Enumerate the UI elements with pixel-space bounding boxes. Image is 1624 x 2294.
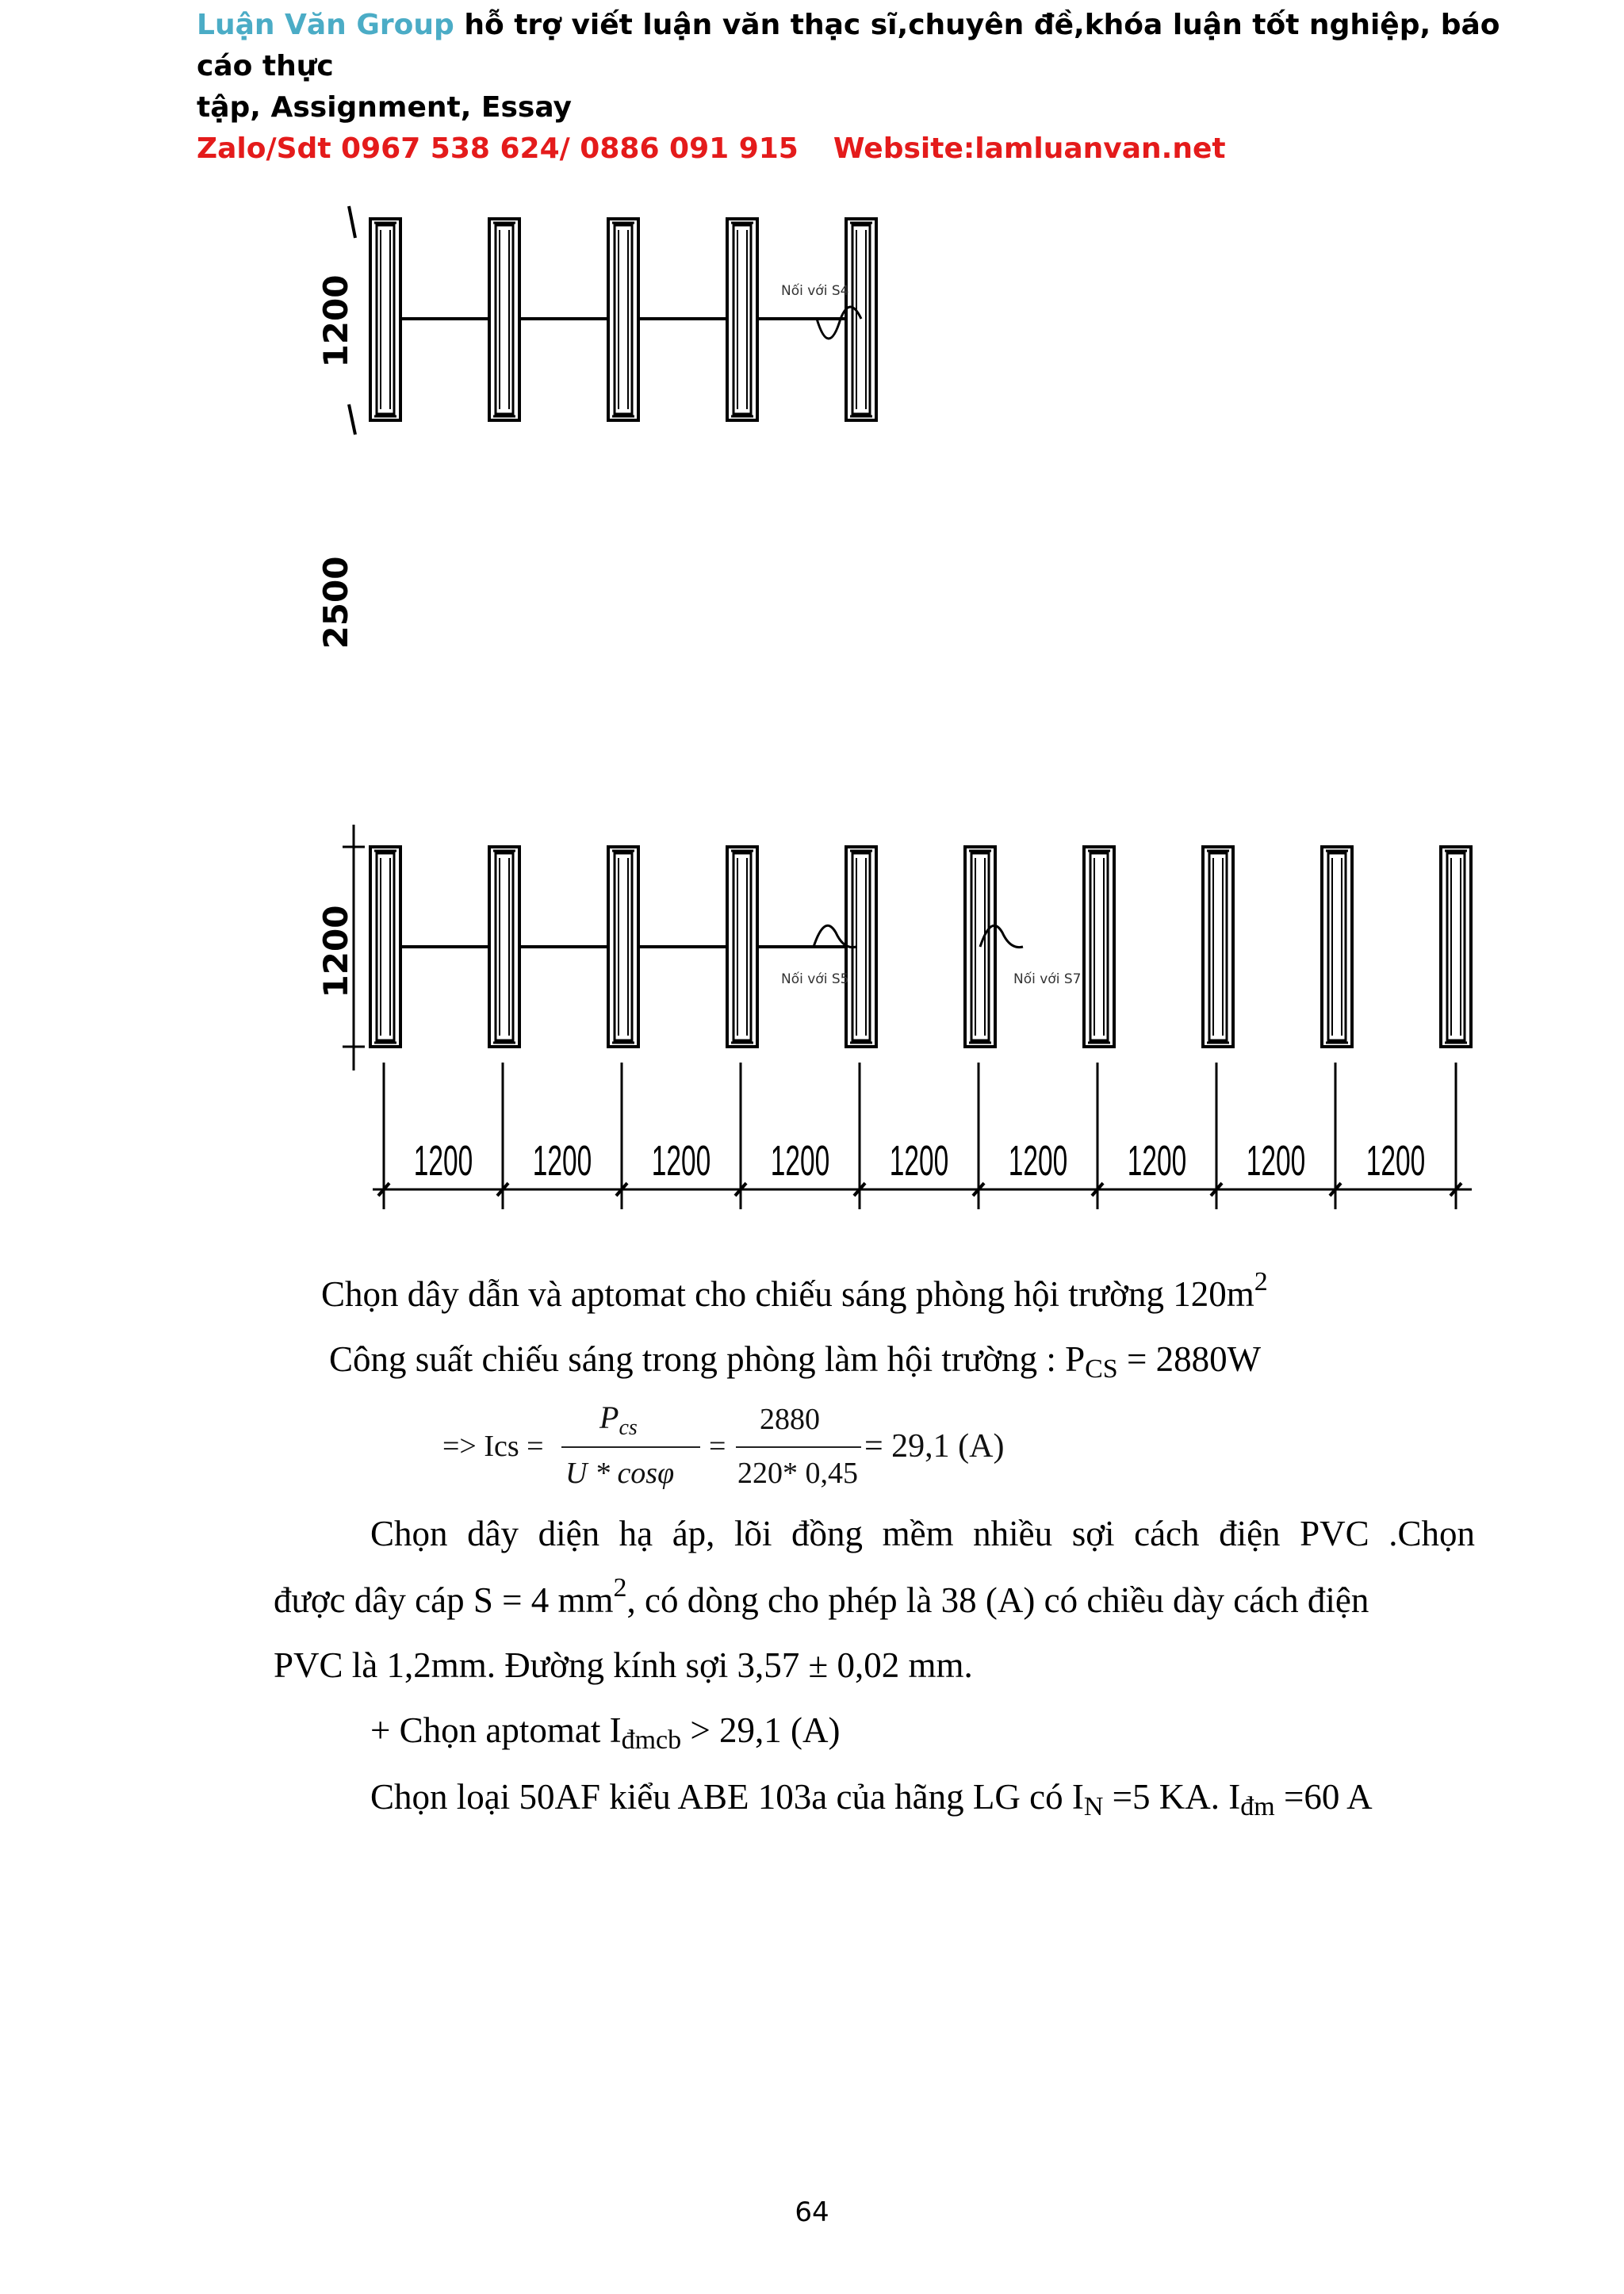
top-fixture — [727, 219, 757, 420]
bottom-fixture — [608, 847, 638, 1047]
span-labels — [414, 1136, 1425, 1185]
top-fixture — [370, 219, 400, 420]
current-formula — [442, 1399, 1045, 1494]
bottom-vertical-dimension: 1200 — [316, 905, 355, 998]
bottom-fixture — [1322, 847, 1352, 1047]
top-fixture — [846, 219, 876, 420]
bottom-fixture — [370, 847, 400, 1047]
brand-name: Luận Văn Group — [197, 9, 454, 41]
bottom-fixture — [1203, 847, 1233, 1047]
span-label: 1200 — [651, 1136, 711, 1185]
header-tagline-2: tập, Assignment, Essay — [197, 91, 573, 124]
span-label: 1200 — [1008, 1136, 1068, 1185]
top-fixture — [489, 219, 519, 420]
formula-denominator-value: 220* 0,45 — [737, 1457, 858, 1490]
span-label: 1200 — [1365, 1136, 1426, 1185]
note-connect-s4: Nối với S4 — [781, 283, 849, 299]
top-fixture — [608, 219, 638, 420]
page-number: 64 — [795, 2196, 829, 2228]
span-label: 1200 — [1127, 1136, 1187, 1185]
span-label: 1200 — [532, 1136, 592, 1185]
formula-numerator-value: 2880 — [760, 1403, 820, 1436]
note-connect-s7: Nối với S7 — [1013, 971, 1082, 987]
breaker-selection-line: Chọn loại 50AF kiểu ABE 103a của hãng LG có $I_N =5$ KA. $I_{đm} =60$ A — [370, 1777, 1373, 1821]
span-label: 1200 — [1246, 1136, 1306, 1185]
formula-numerator-symbolic: $P_{cs}$ — [599, 1400, 638, 1440]
formula-denominator-symbolic: U * cosφ — [565, 1457, 675, 1490]
header-tagline-1: hỗ trợ viết luận văn thạc sĩ,chuyên đề,khóa luận tốt nghiệp, báo cáo thực — [197, 9, 1500, 82]
formula-equals: = — [709, 1430, 726, 1463]
bottom-fixture — [489, 847, 519, 1047]
paragraph-line-1: Chọn dây diện hạ áp, lõi đồng mềm nhiều sợi cách điện PVC .Chọn — [370, 1514, 1475, 1553]
body-line-2: Công suất chiếu sáng trong phòng làm hội trường : $P_{CS} = 2880W$ — [329, 1339, 1262, 1384]
paragraph-line-2: được dây cáp S = 4 $mm^2$, có dòng cho phép là 38 (A) có chiều dày cách điện — [274, 1573, 1369, 1620]
contact-phone: Zalo/Sdt 0967 538 624/ 0886 091 915 — [197, 132, 799, 165]
span-label: 1200 — [889, 1136, 949, 1185]
formula-result: = 29,1 (A) — [864, 1428, 1005, 1465]
span-label: 1200 — [770, 1136, 830, 1185]
bottom-fixture-row — [370, 847, 1471, 1047]
paragraph-line-3: PVC là 1,2mm. Đường kính sợi 3,57 ± 0,02 mm. — [274, 1645, 973, 1685]
span-label: 1200 — [413, 1136, 473, 1185]
top-fixture-row — [370, 219, 876, 420]
bottom-fixture — [727, 847, 757, 1047]
aptomat-line: + Chọn aptomat $I_{đmcb} > 29,1$ (A) — [370, 1710, 841, 1755]
top-vertical-dimension: 1200 — [316, 274, 355, 368]
note-connect-s5: Nối với S5 — [781, 971, 849, 987]
bottom-fixture — [1441, 847, 1471, 1047]
dim-tick — [349, 206, 355, 238]
body-line-1: Chọn dây dẫn và aptomat cho chiếu sáng phòng hội trường $120m^2$ — [321, 1267, 1268, 1314]
dim-tick — [349, 404, 355, 435]
contact-website: Website:lamluanvan.net — [833, 132, 1226, 165]
formula-lhs: => Ics = — [442, 1430, 544, 1463]
bottom-fixture — [1084, 847, 1114, 1047]
middle-vertical-dimension: 2500 — [316, 556, 355, 649]
